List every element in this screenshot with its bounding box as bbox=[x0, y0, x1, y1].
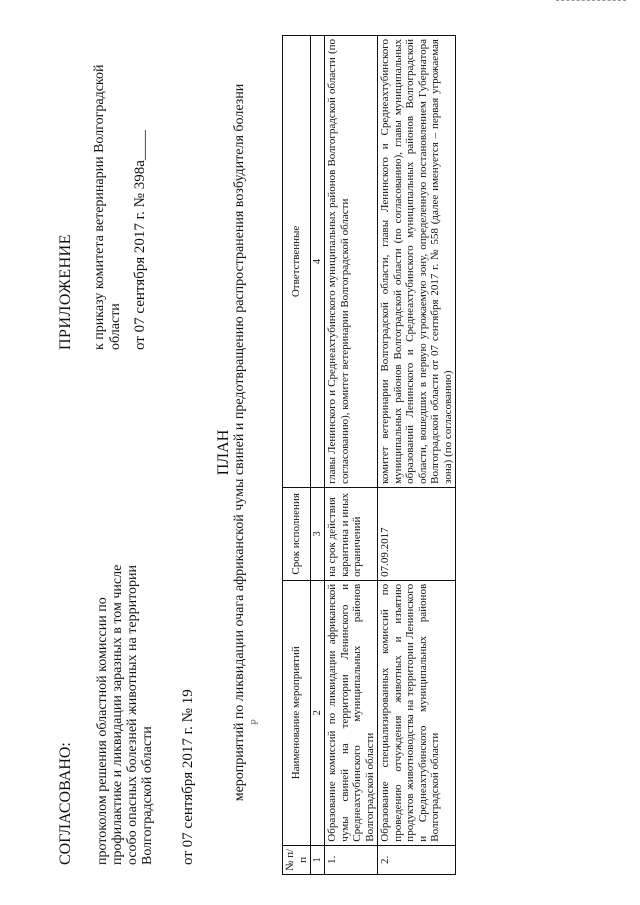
column-number: 4 bbox=[311, 36, 325, 488]
column-number: 3 bbox=[311, 487, 325, 580]
margin-mark: ₽ bbox=[250, 719, 260, 725]
approval-date: от 07 сентября 2017 г. № 19 bbox=[180, 689, 196, 865]
row-action: Образование специализированных комиссий по проведению отчуждения животных и изъятию продуктов животноводства на территории Ленинского и Среднеахтубинского муниципальных районов Волгоградской области bbox=[378, 580, 456, 845]
approval-heading: СОГЛАСОВАНО: bbox=[57, 742, 74, 865]
table-header-row bbox=[283, 36, 311, 875]
plan-subtitle: мероприятий по ликвидации очага африканской чумы свиней и предотвращению распространения возбудителя болезни bbox=[232, 83, 247, 802]
header-deadline: Срок исполнения bbox=[283, 487, 311, 580]
table-row bbox=[378, 36, 456, 875]
header-number: № п/п bbox=[283, 845, 311, 874]
row-deadline: на срок действия карантина и иных ограничений bbox=[325, 487, 378, 580]
appendix-block bbox=[58, 20, 148, 350]
plan-title: ПЛАН bbox=[215, 429, 232, 476]
row-responsible: комитет ветеринарии Волгоградской области, главы Ленинского и Среднеахтубинского муниципальных районов Волгоградской области (по согласованию), главы муниципальных образований Ленинского и Среднеахтубинского муниципальных районов Волгоградской области, вошедших в первую угрожаемую зону, определенную постановлением Губернатора Волгоградской области от 07 сентября 2017 г. № 558 (далее именуется – первая угрожаемая зона) (по согласованию) bbox=[378, 36, 456, 488]
column-number-row bbox=[311, 36, 325, 875]
approval-text: протоколом решения областной комиссии по профилактике и ликвидации заразных в том числе особо опасных болезней животных на территории Волгоградской области bbox=[95, 564, 155, 865]
appendix-heading: ПРИЛОЖЕНИЕ bbox=[57, 233, 74, 350]
row-number: 1. bbox=[325, 845, 378, 874]
appendix-text: к приказу комитета ветеринарии Волгоградской области bbox=[92, 64, 123, 350]
appendix-date: от 07 сентября 2017 г. № 398а____ bbox=[132, 130, 148, 350]
header-responsible: Ответственные bbox=[283, 36, 311, 488]
header-action: Наименование мероприятий bbox=[283, 580, 311, 845]
column-number: 1 bbox=[311, 845, 325, 874]
plan-table bbox=[282, 35, 456, 875]
approval-block bbox=[58, 535, 196, 865]
row-number: 2. bbox=[378, 845, 456, 874]
row-action: Образование комиссий по ликвидации африканской чумы свиней на территории Ленинского и Среднеахтубинского муниципальных районов Волгоградской области bbox=[325, 580, 378, 845]
table-row bbox=[325, 36, 378, 875]
row-deadline: 07.09.2017 bbox=[378, 487, 456, 580]
column-number: 2 bbox=[311, 580, 325, 845]
row-responsible: главы Ленинского и Среднеахтубинского муниципальных районов Волгоградской области (по согласованию), комитет ветеринарии Волгоградской области bbox=[325, 36, 378, 488]
